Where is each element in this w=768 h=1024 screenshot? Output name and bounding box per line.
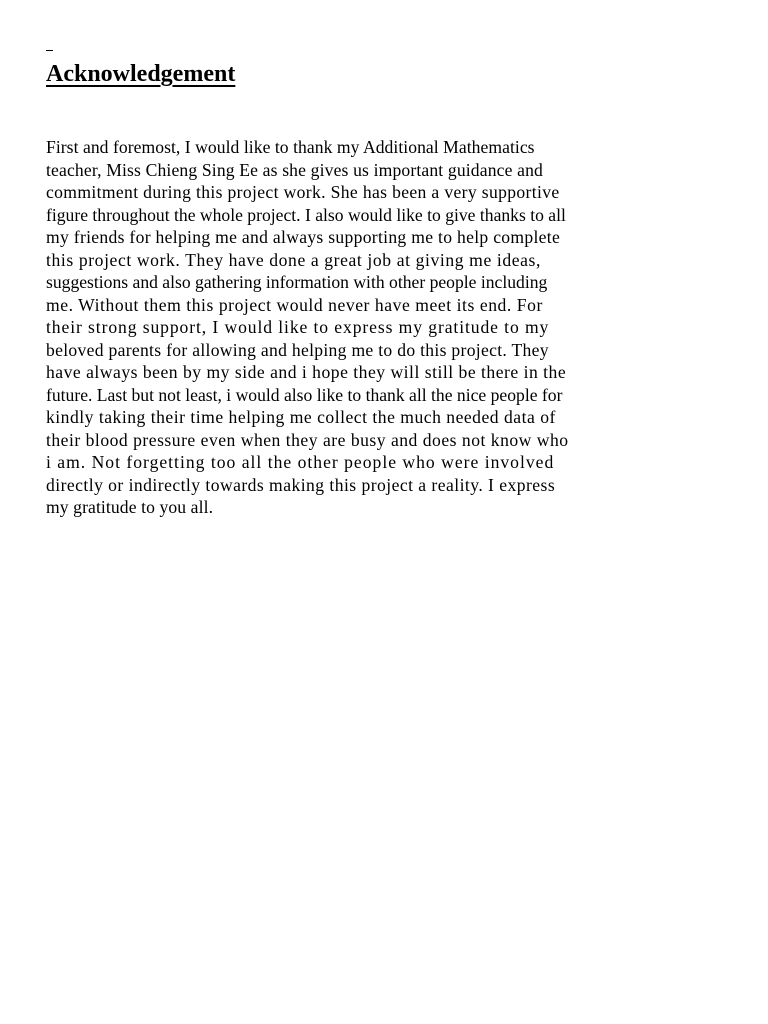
paragraph-line: commitment during this project work. She has been a very supportive — [46, 182, 560, 202]
paragraph-line: beloved parents for allowing and helping me to do this project. They — [46, 339, 549, 360]
paragraph-line: their strong support, I would like to express my gratitude to my — [46, 317, 550, 337]
paragraph-line: suggestions and also gathering information with other people including — [46, 272, 548, 292]
paragraph-line: i am. Not forgetting too all the other people who were involved — [46, 452, 555, 472]
paragraph-line: have always been by my side and i hope they will still be there in the — [46, 362, 567, 382]
paragraph-line: this project work. They have done a great job at giving me ideas, — [46, 249, 542, 270]
paragraph-line: directly or indirectly towards making this project a reality. I express — [46, 474, 556, 495]
paragraph-line: teacher, Miss Chieng Sing Ee as she gives us important guidance and — [46, 159, 543, 180]
paragraph-line: me. Without them this project would never have meet its end. For — [46, 294, 543, 315]
acknowledgement-paragraph — [46, 136, 746, 519]
paragraph-line: my friends for helping me and always supporting me to help complete — [46, 227, 561, 247]
paragraph-line: First and foremost, I would like to thank my Additional Mathematics — [46, 137, 535, 157]
paragraph-line: future. Last but not least, i would also like to thank all the nice people for — [46, 384, 563, 405]
page-title: Acknowledgement — [46, 61, 236, 87]
paragraph-line: their blood pressure even when they are busy and does not know who — [46, 429, 569, 450]
top-dash-mark — [46, 50, 53, 51]
paragraph-line: figure throughout the whole project. I also would like to give thanks to all — [46, 204, 566, 225]
paragraph-line: my gratitude to you all. — [46, 497, 214, 517]
paragraph-line: kindly taking their time helping me collect the much needed data of — [46, 407, 556, 427]
